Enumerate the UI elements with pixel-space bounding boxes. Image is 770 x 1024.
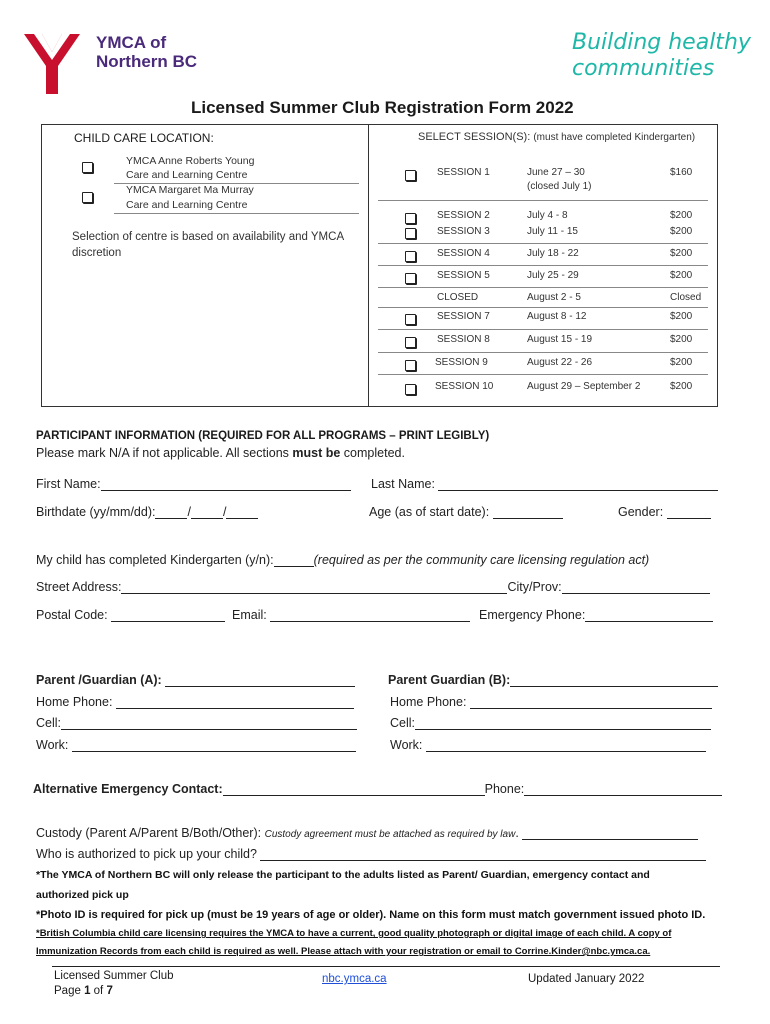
session-4-dates: July 18 - 22	[527, 248, 579, 259]
session-5-checkbox[interactable]	[405, 273, 416, 284]
release-notice-line2: authorized pick up	[36, 889, 129, 901]
photo-id-notice: *Photo ID is required for pick up (must be 19 years of age or older). Name on this form must match government issued photo ID.	[36, 909, 706, 921]
session-10-price: $200	[670, 381, 693, 392]
session-3-name: SESSION 3	[437, 226, 490, 237]
session-9-name: SESSION 9	[435, 357, 488, 368]
kindergarten-field[interactable]: My child has completed Kindergarten (y/n): (required as per the community care licensing regulation act)	[36, 553, 650, 567]
session-6-dates: August 2 - 5	[527, 292, 581, 303]
location-option-1-line1: YMCA Anne Roberts Young	[126, 155, 255, 167]
guardian-a-home-phone[interactable]: Home Phone:	[36, 695, 354, 709]
session-6-name: CLOSED	[437, 292, 479, 303]
bc-licensing-notice-line2: Immunization Records from each child is required as well. Please attach with your registration or email to Corrine.Kinder@nbc.ymca.ca.	[36, 946, 651, 957]
custody-field[interactable]: Custody (Parent A/Parent B/Both/Other): Custody agreement must be attached as required by law.	[36, 826, 698, 840]
tagline-line2: communities	[572, 56, 715, 81]
guardian-b-cell[interactable]: Cell:	[390, 716, 711, 730]
session-8-dates: August 15 - 19	[527, 334, 593, 345]
guardian-a-cell[interactable]: Cell:	[36, 716, 357, 730]
session-8-name: SESSION 8	[437, 334, 490, 345]
location-option-1-line2: Care and Learning Centre	[126, 169, 248, 181]
location-note-line2: discretion	[72, 247, 122, 259]
session-7-name: SESSION 7	[437, 311, 490, 322]
age-field[interactable]: Age (as of start date):	[369, 505, 563, 519]
org-name-line2: Northern BC	[96, 52, 198, 71]
session-2-dates: July 4 - 8	[527, 210, 568, 221]
alt-emergency-contact-field[interactable]: Alternative Emergency Contact: Phone:	[33, 782, 722, 796]
session-7-dates: August 8 - 12	[527, 311, 587, 322]
release-notice-line1: *The YMCA of Northern BC will only release the participant to the adults listed as Parent/ Guardian, emergency contact and	[36, 869, 650, 881]
bc-licensing-notice-line1: *British Columbia child care licensing requires the YMCA to have a current, good quality photograph or digital image of each child. A copy of	[36, 928, 672, 939]
location-checkbox-1[interactable]	[82, 162, 93, 173]
pickup-authorized-field[interactable]: Who is authorized to pick up your child?	[36, 847, 706, 861]
session-6-price: Closed	[670, 292, 702, 303]
sessions-heading: SELECT SESSION(S): (must have completed Kindergarten)	[418, 131, 696, 143]
session-1-name: SESSION 1	[437, 167, 490, 178]
session-4-name: SESSION 4	[437, 248, 490, 259]
participant-instruction: Please mark N/A if not applicable. All sections must be completed.	[36, 446, 405, 460]
last-name-field[interactable]: Last Name:	[371, 477, 718, 491]
session-8-price: $200	[670, 334, 693, 345]
guardian-a-work[interactable]: Work:	[36, 738, 356, 752]
session-3-price: $200	[670, 226, 693, 237]
session-1-dates-note: (closed July 1)	[527, 181, 592, 192]
session-1-dates: June 27 – 30	[527, 167, 585, 178]
session-2-name: SESSION 2	[437, 210, 490, 221]
session-3-checkbox[interactable]	[405, 228, 416, 239]
guardian-b-home-phone[interactable]: Home Phone:	[390, 695, 712, 709]
session-5-dates: July 25 - 29	[527, 270, 579, 281]
emergency-phone-field[interactable]: Emergency Phone:	[479, 608, 713, 622]
first-name-field[interactable]: First Name:	[36, 477, 351, 491]
guardian-b-field[interactable]: Parent Guardian (B):	[388, 673, 718, 687]
session-1-checkbox[interactable]	[405, 170, 416, 181]
session-9-checkbox[interactable]	[405, 360, 416, 371]
session-5-price: $200	[670, 270, 693, 281]
location-option-2-line1: YMCA Margaret Ma Murray	[126, 184, 254, 196]
session-4-price: $200	[670, 248, 693, 259]
footer-doc-name: Licensed Summer Club	[54, 970, 174, 982]
session-2-checkbox[interactable]	[405, 213, 416, 224]
form-title: Licensed Summer Club Registration Form 2022	[191, 98, 574, 117]
session-10-dates: August 29 – September 2	[527, 381, 641, 392]
footer-updated-date: Updated January 2022	[528, 973, 645, 985]
guardian-a-field[interactable]: Parent /Guardian (A):	[36, 673, 355, 687]
session-8-checkbox[interactable]	[405, 337, 416, 348]
footer-website-link[interactable]: nbc.ymca.ca	[322, 973, 387, 985]
street-address-field[interactable]: Street Address: City/Prov:	[36, 580, 710, 594]
session-1-price: $160	[670, 167, 693, 178]
session-5-name: SESSION 5	[437, 270, 490, 281]
location-checkbox-2[interactable]	[82, 192, 93, 203]
session-9-dates: August 22 - 26	[527, 357, 593, 368]
org-name-line1: YMCA of	[96, 33, 167, 52]
footer-page-number: Page 1 of 7	[54, 985, 113, 997]
session-7-price: $200	[670, 311, 693, 322]
session-4-checkbox[interactable]	[405, 251, 416, 262]
session-10-checkbox[interactable]	[405, 384, 416, 395]
session-2-price: $200	[670, 210, 693, 221]
location-heading: CHILD CARE LOCATION:	[74, 131, 214, 145]
gender-field[interactable]: Gender:	[618, 505, 711, 519]
tagline-line1: Building healthy	[572, 30, 751, 55]
session-10-name: SESSION 10	[435, 381, 494, 392]
ymca-logo	[24, 32, 80, 96]
guardian-b-work[interactable]: Work:	[390, 738, 706, 752]
birthdate-field[interactable]: Birthdate (yy/mm/dd): / /	[36, 505, 258, 519]
session-9-price: $200	[670, 357, 693, 368]
postal-code-field[interactable]: Postal Code:	[36, 608, 225, 622]
session-7-checkbox[interactable]	[405, 314, 416, 325]
email-field[interactable]: Email:	[232, 608, 470, 622]
session-3-dates: July 11 - 15	[527, 226, 578, 237]
location-note-line1: Selection of centre is based on availability and YMCA	[72, 231, 345, 243]
participant-heading: PARTICIPANT INFORMATION (REQUIRED FOR ALL PROGRAMS – PRINT LEGIBLY)	[36, 430, 490, 442]
location-option-2-line2: Care and Learning Centre	[126, 199, 248, 211]
